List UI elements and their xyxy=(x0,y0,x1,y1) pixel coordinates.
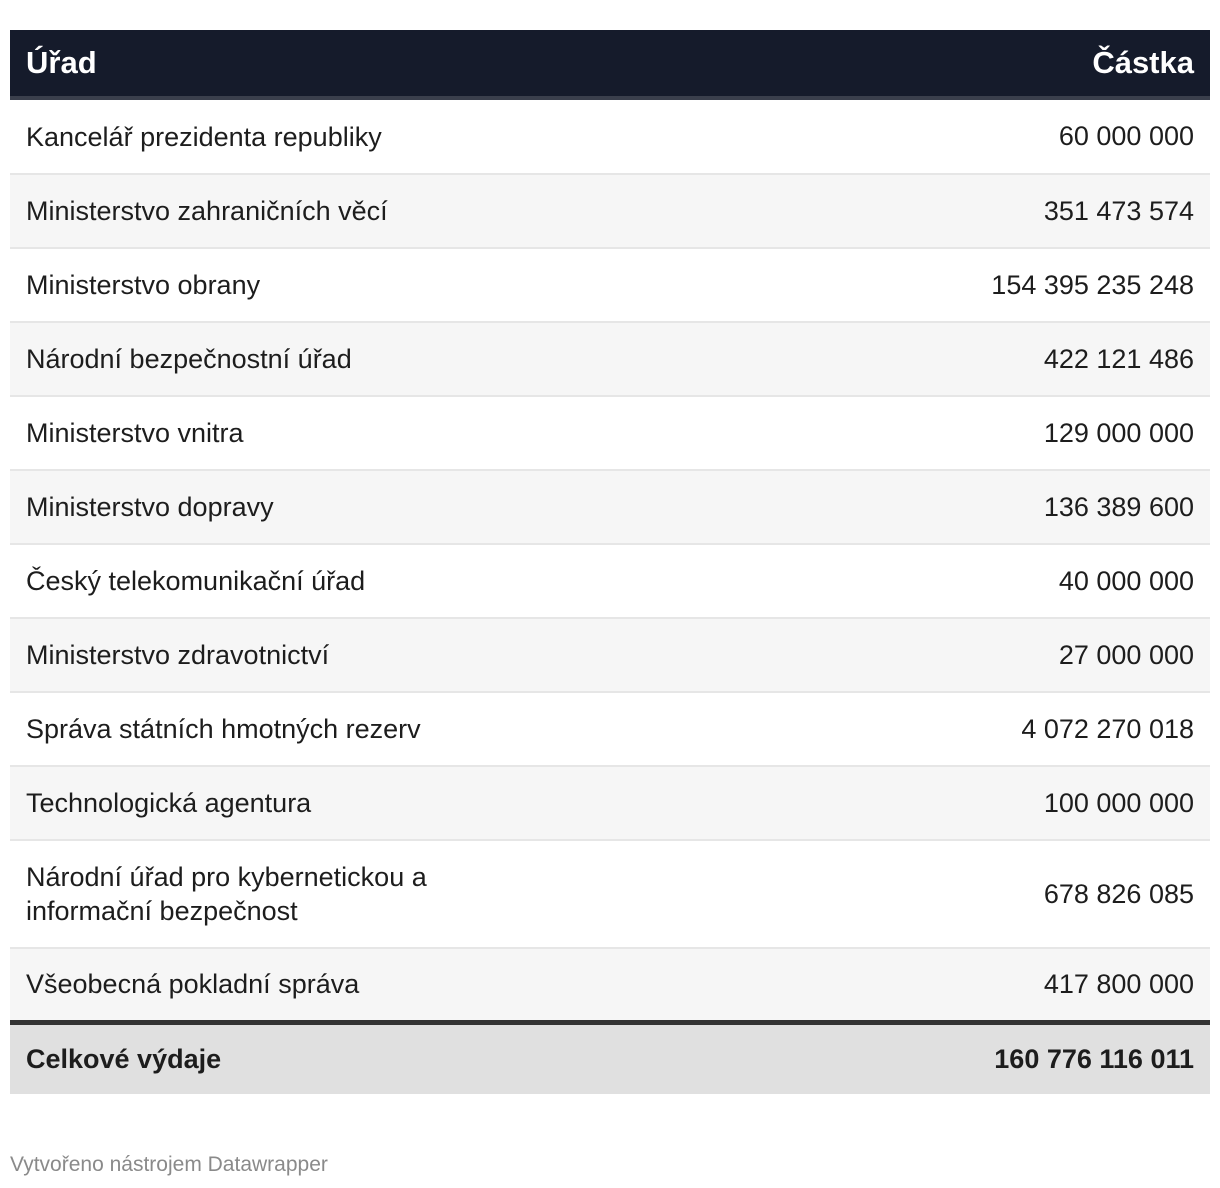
total-value: 160 776 116 011 xyxy=(490,1022,1210,1094)
column-header-office[interactable]: Úřad xyxy=(10,30,490,98)
office-name-cell: Ministerstvo obrany xyxy=(10,248,490,322)
table-row xyxy=(10,396,1210,470)
office-name-cell: Technologická agentura xyxy=(10,766,490,840)
data-table-container xyxy=(10,30,1210,1094)
table-footer xyxy=(10,1022,1210,1094)
office-name-cell: Ministerstvo vnitra xyxy=(10,396,490,470)
amount-cell: 60 000 000 xyxy=(490,98,1210,174)
table-row xyxy=(10,544,1210,618)
column-header-amount[interactable]: Částka xyxy=(490,30,1210,98)
table-body xyxy=(10,98,1210,1022)
data-table xyxy=(10,30,1210,1094)
amount-cell: 4 072 270 018 xyxy=(490,692,1210,766)
table-row xyxy=(10,248,1210,322)
table-row xyxy=(10,840,1210,948)
table-row xyxy=(10,174,1210,248)
amount-cell: 40 000 000 xyxy=(490,544,1210,618)
amount-cell: 417 800 000 xyxy=(490,948,1210,1022)
amount-cell: 154 395 235 248 xyxy=(490,248,1210,322)
amount-cell: 422 121 486 xyxy=(490,322,1210,396)
datawrapper-credit[interactable]: Vytvořeno nástrojem Datawrapper xyxy=(10,1153,328,1176)
amount-cell: 27 000 000 xyxy=(490,618,1210,692)
amount-cell: 100 000 000 xyxy=(490,766,1210,840)
office-name-cell: Ministerstvo zahraničních věcí xyxy=(10,174,490,248)
table-row xyxy=(10,322,1210,396)
amount-cell: 351 473 574 xyxy=(490,174,1210,248)
office-name-cell: Národní bezpečnostní úřad xyxy=(10,322,490,396)
table-row xyxy=(10,948,1210,1022)
table-header xyxy=(10,30,1210,98)
office-name-cell: Kancelář prezidenta republiky xyxy=(10,98,490,174)
office-name-cell: Všeobecná pokladní správa xyxy=(10,948,490,1022)
table-row xyxy=(10,470,1210,544)
office-name-cell: Český telekomunikační úřad xyxy=(10,544,490,618)
header-row xyxy=(10,30,1210,98)
office-name-cell: Ministerstvo dopravy xyxy=(10,470,490,544)
amount-cell: 136 389 600 xyxy=(490,470,1210,544)
table-row xyxy=(10,766,1210,840)
table-row xyxy=(10,98,1210,174)
total-row xyxy=(10,1022,1210,1094)
office-name-cell: Správa státních hmotných rezerv xyxy=(10,692,490,766)
total-label: Celkové výdaje xyxy=(10,1022,490,1094)
table-row xyxy=(10,692,1210,766)
amount-cell: 129 000 000 xyxy=(490,396,1210,470)
table-row xyxy=(10,618,1210,692)
office-name-cell: Ministerstvo zdravotnictví xyxy=(10,618,490,692)
office-name-cell: Národní úřad pro kybernetickou a informační bezpečnost xyxy=(10,840,490,948)
amount-cell: 678 826 085 xyxy=(490,840,1210,948)
